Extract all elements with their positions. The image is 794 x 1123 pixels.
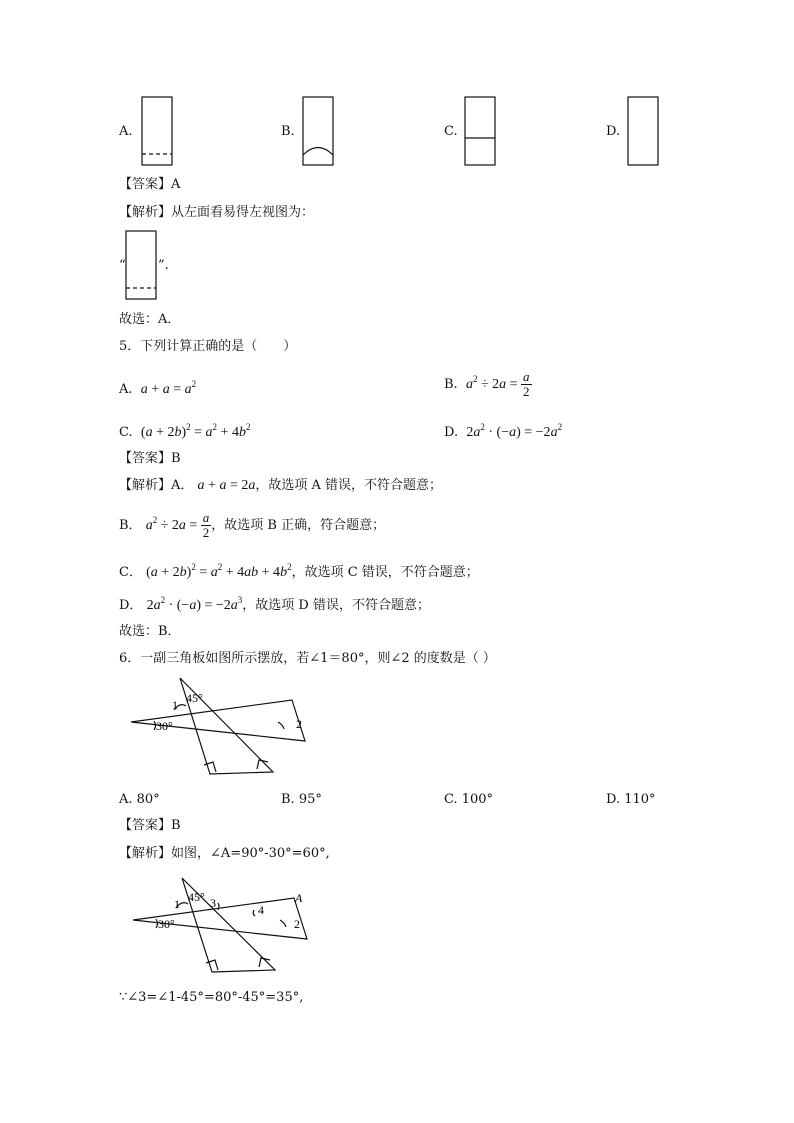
q6-answer: 【答案】B [119,818,181,833]
q5-conclusion: 故选：B． [119,624,181,639]
q5-answer: 【答案】B [119,451,181,466]
q5-option-b: B. $a^2 \div 2a$ = $\frac{a}{2}$ [444,369,530,399]
q4-left-view-figure [124,230,158,302]
q4-quote-open: “ [119,258,126,273]
q5-stem: 5．下列计算正确的是（ ） [119,339,297,354]
q4-quote-close: ”. [158,258,169,273]
q5-option-b-formula: $a^2 \div 2a$ = [465,374,518,392]
q5-analysis-d: D． $2a^2 \cdot (-a) = -2a^3$，故选项 D 错误，不符合题意； [119,595,430,613]
q4-option-c-figure [463,96,497,168]
q5-option-a-formula: $a + a = a^2$ [140,379,197,397]
q6-fig2-label-2: 2 [294,917,300,931]
q6-fig2-label-4: 4 [258,903,264,917]
q6-analysis: 【解析】如图，∠A=90°-30°=60°, [119,846,330,861]
q4-conclusion: 故选：A． [119,312,181,327]
q4-option-a-label: A. [119,124,133,139]
q4-option-a-figure [140,96,174,168]
q6-fig-label-1: 1 [172,698,178,712]
q6-fig-label-30: 30° [156,719,173,733]
q6-option-d: D. 110° [606,792,656,807]
q4-analysis: 【解析】从左面看易得左视图为： [119,205,315,220]
q5-option-c: C. $(a + 2b)^2 = a^2 + 4b^2$ [119,422,251,440]
q6-step: ∵∠3=∠1-45°=80°-45°=35°, [119,990,304,1005]
q5-option-a: A. $a + a = a^2$ [119,379,197,397]
q6-fig2-label-45: 45° [188,890,205,904]
q6-fig-label-45: 45° [186,691,203,705]
q6-fig2-label-a: A [295,891,303,905]
q4-option-c-label: C. [444,124,458,139]
q6-option-b: B. 95° [281,792,322,807]
q4-option-d-figure [626,96,660,168]
q5-option-d: D. $2a^2 \cdot (-a) = -2a^2$ [444,422,563,440]
q6-stem: 6．一副三角板如图所示摆放，若∠1＝80°，则∠2 的度数是（ ） [119,651,496,666]
q6-fig2-label-3: 3 [210,896,216,910]
q6-option-a: A. 80° [119,792,160,807]
q5-analysis-b: B． $a^2 \div 2a$ = $\frac{a}{2}$ ，故选项 B 正确，符合题意； [119,510,386,540]
q5-option-c-formula: $(a + 2b)^2 = a^2 + 4b^2$ [140,422,251,440]
q4-option-b-label: B. [281,124,295,139]
q5-option-d-formula: $2a^2 \cdot (-a) = -2a^2$ [466,422,563,440]
q6-fig-label-2: 2 [296,717,302,731]
q6-fig2-label-1: 1 [174,897,180,911]
q6-figure [120,672,320,784]
q5-analysis-c: C． $(a + 2b)^2 = a^2 + 4ab + 4b^2$，故选项 C 错误，不符合题意； [119,562,479,580]
q4-answer: 【答案】A [119,177,181,192]
q6-fig2-label-30: 30° [158,917,175,931]
q6-analysis-figure [122,870,322,982]
q6-option-c: C. 100° [444,792,494,807]
q4-option-d-label: D. [606,124,621,139]
q4-option-b-figure [301,96,335,168]
q5-analysis-a: 【解析】A． a + a = 2a，故选项 A 错误，不符合题意； [119,478,443,493]
